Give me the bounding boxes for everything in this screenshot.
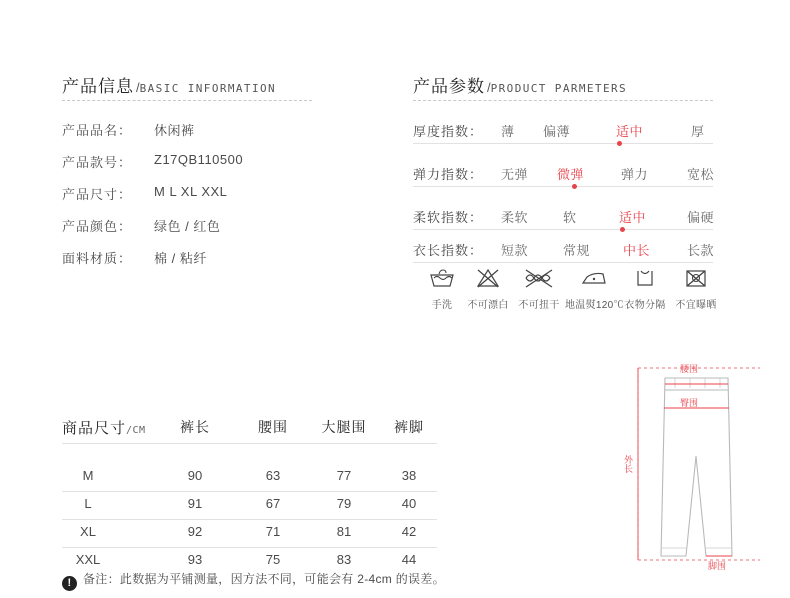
care-item xyxy=(667,266,725,311)
param-label: 柔软指数： xyxy=(413,210,484,225)
param-row-length xyxy=(413,240,733,259)
info-row xyxy=(62,152,244,171)
info-value: 绿色 / 红色 xyxy=(154,219,221,234)
product-parameters-title-en: PRODUCT PARMETERS xyxy=(490,82,628,95)
param-option-selected[interactable]: 微弹 xyxy=(557,167,585,182)
size-table-cell: 38 xyxy=(401,468,417,483)
param-option[interactable]: 无弹 xyxy=(501,167,529,182)
size-table-column-header: 裤脚 xyxy=(394,419,424,435)
info-value: 棉 / 粘纤 xyxy=(154,251,207,266)
size-table-divider xyxy=(62,443,437,444)
size-table-divider xyxy=(62,491,437,492)
size-table-cell: 81 xyxy=(336,524,352,539)
size-table-cell: 44 xyxy=(401,552,417,567)
param-option[interactable]: 偏硬 xyxy=(687,210,715,225)
param-underline xyxy=(413,186,713,187)
param-option[interactable]: 弹力 xyxy=(621,167,649,182)
info-row xyxy=(62,248,207,267)
care-caption: 不可漂白 xyxy=(467,300,509,311)
info-row xyxy=(62,216,221,235)
param-marker-thickness xyxy=(617,141,622,146)
param-option[interactable]: 偏薄 xyxy=(543,124,571,139)
info-value: 休闲裤 xyxy=(154,123,195,138)
basic-information-title-cn: 产品信息 xyxy=(62,77,134,96)
size-table-cell: 40 xyxy=(401,496,417,511)
param-option[interactable]: 软 xyxy=(563,210,577,225)
info-label: 产品颜色： xyxy=(62,219,133,234)
size-table-cell: 92 xyxy=(187,524,203,539)
diagram-label-waist: 腰围 xyxy=(680,364,699,374)
size-table-divider xyxy=(62,547,437,548)
size-table-column-header: 腰围 xyxy=(258,419,288,435)
param-marker-elasticity xyxy=(572,184,577,189)
size-table-cell: 93 xyxy=(187,552,203,567)
care-item xyxy=(510,266,568,311)
size-table-cell: 42 xyxy=(401,524,417,539)
care-item xyxy=(565,266,623,311)
size-table-cell: 63 xyxy=(265,468,281,483)
size-table-column-header: 裤长 xyxy=(180,419,210,435)
size-table-row-size: XXL xyxy=(75,552,101,567)
care-instructions xyxy=(413,266,723,318)
diagram-label-hip: 臀围 xyxy=(680,398,699,408)
product-parameters-title-cn: 产品参数 xyxy=(413,77,485,96)
size-table-column-header: 大腿围 xyxy=(321,419,367,435)
param-row-softness xyxy=(413,207,733,226)
info-label: 面料材质： xyxy=(62,251,133,266)
basic-information-divider xyxy=(62,100,312,101)
no-sun-dry-icon xyxy=(667,266,725,292)
basic-information-title xyxy=(62,72,276,97)
exclamation-icon: ! xyxy=(62,576,77,591)
info-row xyxy=(62,120,195,139)
info-label: 产品尺寸： xyxy=(62,187,133,202)
size-table-row-size: M xyxy=(82,468,94,483)
care-caption: 不宜曝晒 xyxy=(675,300,717,311)
measurement-note-text: 备注：此数据为平铺测量，因方法不同，可能会有 2-4cm 的误差。 xyxy=(83,572,445,586)
title-slash: / xyxy=(136,80,140,95)
size-table-title-label: 商品尺寸 xyxy=(62,420,127,437)
pants-measurement-diagram xyxy=(620,360,770,585)
param-label: 厚度指数： xyxy=(413,124,484,139)
param-option[interactable]: 宽松 xyxy=(687,167,715,182)
param-underline xyxy=(413,262,713,263)
care-caption: 衣物分隔 xyxy=(624,300,666,311)
size-table-cell: 83 xyxy=(336,552,352,567)
product-parameters-divider xyxy=(413,100,713,101)
product-parameters-title xyxy=(413,72,627,97)
care-item xyxy=(616,266,674,311)
param-row-elasticity xyxy=(413,164,733,183)
care-caption: 手洗 xyxy=(431,300,453,311)
measurement-note xyxy=(62,570,445,591)
care-caption: 不可扭干 xyxy=(518,300,560,311)
care-item xyxy=(459,266,517,311)
size-table-cell: 79 xyxy=(336,496,352,511)
param-underline xyxy=(413,143,713,144)
care-caption: 地温熨120℃ xyxy=(565,300,624,311)
info-label: 产品款号： xyxy=(62,155,133,170)
size-table-cell: 90 xyxy=(187,468,203,483)
no-wring-icon xyxy=(510,266,568,292)
basic-information-title-en: BASIC INFORMATION xyxy=(139,82,277,95)
size-table-cell: 91 xyxy=(187,496,203,511)
diagram-label-outseam: 外长 xyxy=(623,455,633,473)
size-table-cell: 67 xyxy=(265,496,281,511)
param-row-thickness xyxy=(413,121,733,140)
param-option-selected[interactable]: 适中 xyxy=(616,124,644,139)
low-heat-iron-icon xyxy=(565,266,623,292)
param-underline xyxy=(413,229,713,230)
param-option[interactable]: 常规 xyxy=(563,243,591,258)
diagram-label-hem: 脚围 xyxy=(708,561,727,571)
info-label: 产品品名： xyxy=(62,123,133,138)
param-label: 衣长指数： xyxy=(413,243,484,258)
size-table-cell: 71 xyxy=(265,524,281,539)
param-option-selected[interactable]: 中长 xyxy=(623,243,651,258)
param-label: 弹力指数： xyxy=(413,167,484,182)
param-option[interactable]: 短款 xyxy=(501,243,529,258)
title-slash: / xyxy=(487,80,491,95)
size-table-cell: 75 xyxy=(265,552,281,567)
size-table-row-size: L xyxy=(84,496,92,511)
info-row xyxy=(62,184,228,203)
param-option[interactable]: 厚 xyxy=(691,124,705,139)
param-option[interactable]: 长款 xyxy=(687,243,715,258)
info-value: Z17QB110500 xyxy=(154,152,244,167)
size-table-unit: /CM xyxy=(126,425,146,436)
separate-wash-icon xyxy=(616,266,674,292)
no-bleach-icon xyxy=(459,266,517,292)
size-table-cell: 77 xyxy=(336,468,352,483)
size-table-title xyxy=(62,417,146,438)
size-table-row-size: XL xyxy=(80,524,96,539)
info-value: M L XL XXL xyxy=(154,184,228,199)
param-option-selected[interactable]: 适中 xyxy=(619,210,647,225)
size-table-divider xyxy=(62,519,437,520)
param-option[interactable]: 柔软 xyxy=(501,210,529,225)
param-option[interactable]: 薄 xyxy=(501,124,515,139)
param-marker-softness xyxy=(620,227,625,232)
